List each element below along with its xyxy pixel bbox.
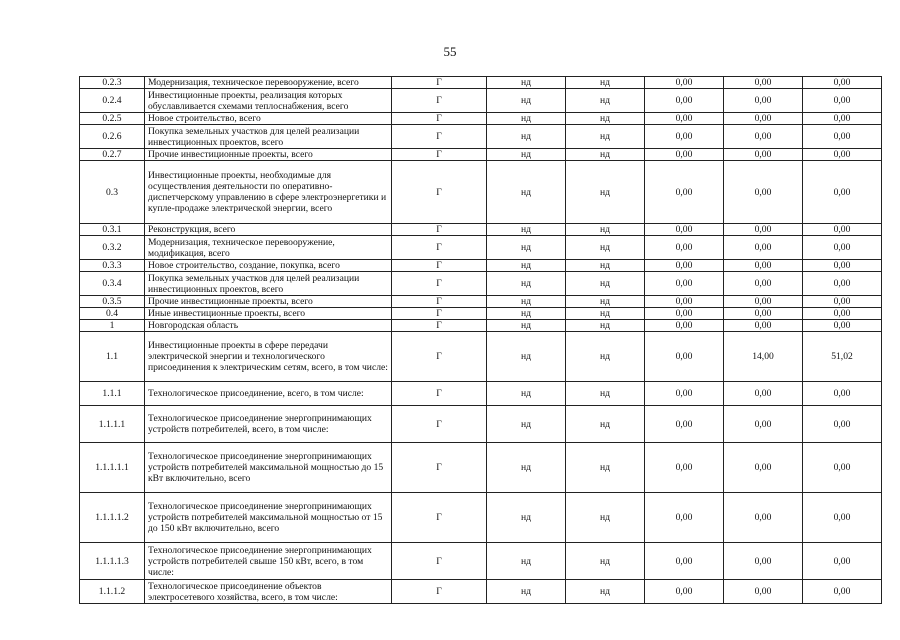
row-name: Технологическое присоединение, всего, в том числе:: [145, 382, 392, 406]
row-value-1: 0,00: [645, 149, 724, 161]
row-code: 1.1.1.1.1: [80, 443, 145, 493]
row-value-3: 0,00: [803, 89, 882, 113]
row-unit: Г: [392, 320, 487, 332]
row-name: Новгородская область: [145, 320, 392, 332]
table-row: [80, 382, 882, 406]
row-code: 0.3.3: [80, 260, 145, 272]
row-value-1: 0,00: [645, 125, 724, 149]
row-value-2: 0,00: [724, 580, 803, 604]
row-nd-1: нд: [487, 406, 566, 443]
row-value-2: 0,00: [724, 125, 803, 149]
row-name: Реконструкция, всего: [145, 224, 392, 236]
row-name: Технологическое присоединение энергопринимающих устройств потребителей, всего, в том числе:: [145, 406, 392, 443]
row-value-1: 0,00: [645, 332, 724, 382]
row-value-1: 0,00: [645, 543, 724, 580]
investment-table: [79, 76, 882, 604]
row-nd-1: нд: [487, 149, 566, 161]
table-row: [80, 161, 882, 224]
table-row: [80, 125, 882, 149]
table-row: [80, 308, 882, 320]
row-code: 0.3.1: [80, 224, 145, 236]
row-nd-1: нд: [487, 161, 566, 224]
table-row: [80, 272, 882, 296]
row-name: Новое строительство, создание, покупка, всего: [145, 260, 392, 272]
row-value-1: 0,00: [645, 236, 724, 260]
row-name: Модернизация, техническое перевооружение, модификация, всего: [145, 236, 392, 260]
row-nd-2: нд: [566, 224, 645, 236]
row-nd-1: нд: [487, 113, 566, 125]
row-value-1: 0,00: [645, 443, 724, 493]
row-nd-2: нд: [566, 161, 645, 224]
row-value-1: 0,00: [645, 308, 724, 320]
table-row: [80, 296, 882, 308]
row-value-3: 0,00: [803, 224, 882, 236]
row-nd-1: нд: [487, 580, 566, 604]
row-unit: Г: [392, 149, 487, 161]
row-nd-2: нд: [566, 125, 645, 149]
row-value-2: 0,00: [724, 77, 803, 89]
row-value-2: 0,00: [724, 308, 803, 320]
row-code: 0.3.4: [80, 272, 145, 296]
row-value-1: 0,00: [645, 382, 724, 406]
row-nd-1: нд: [487, 332, 566, 382]
row-nd-2: нд: [566, 260, 645, 272]
row-name: Технологическое присоединение энергопринимающих устройств потребителей максимальной мощностью от 15 до 150 кВт включительно, всего: [145, 493, 392, 543]
row-code: 0.2.6: [80, 125, 145, 149]
row-value-3: 0,00: [803, 406, 882, 443]
row-name: Технологическое присоединение энергопринимающих устройств потребителей максимальной мощностью до 15 кВт включительно, всего: [145, 443, 392, 493]
row-value-2: 0,00: [724, 149, 803, 161]
table-row: [80, 236, 882, 260]
table-row: [80, 580, 882, 604]
row-unit: Г: [392, 382, 487, 406]
row-value-3: 0,00: [803, 149, 882, 161]
row-nd-2: нд: [566, 332, 645, 382]
row-value-2: 0,00: [724, 113, 803, 125]
row-value-2: 0,00: [724, 224, 803, 236]
table-row: [80, 149, 882, 161]
row-nd-1: нд: [487, 493, 566, 543]
row-unit: Г: [392, 89, 487, 113]
row-nd-1: нд: [487, 543, 566, 580]
row-unit: Г: [392, 161, 487, 224]
row-nd-2: нд: [566, 89, 645, 113]
row-nd-1: нд: [487, 260, 566, 272]
row-name: Покупка земельных участков для целей реализации инвестиционных проектов, всего: [145, 272, 392, 296]
row-code: 1: [80, 320, 145, 332]
row-nd-1: нд: [487, 443, 566, 493]
row-value-3: 0,00: [803, 236, 882, 260]
row-value-1: 0,00: [645, 296, 724, 308]
row-unit: Г: [392, 493, 487, 543]
row-value-1: 0,00: [645, 320, 724, 332]
row-unit: Г: [392, 580, 487, 604]
row-value-3: 0,00: [803, 161, 882, 224]
row-value-3: 0,00: [803, 320, 882, 332]
row-value-3: 0,00: [803, 77, 882, 89]
row-value-1: 0,00: [645, 580, 724, 604]
row-name: Инвестиционные проекты, необходимые для осуществления деятельности по оперативно-диспетчерскому управлению в сфере электроэнергетики и купле-продаже электрической энергии, всего: [145, 161, 392, 224]
row-code: 0.2.7: [80, 149, 145, 161]
row-value-2: 0,00: [724, 260, 803, 272]
row-code: 0.4: [80, 308, 145, 320]
row-value-2: 0,00: [724, 320, 803, 332]
row-value-3: 51,02: [803, 332, 882, 382]
row-name: Инвестиционные проекты в сфере передачи электрической энергии и технологического присоединения к электрическим сетям, всего, в том числе:: [145, 332, 392, 382]
table-row: [80, 493, 882, 543]
row-value-2: 0,00: [724, 406, 803, 443]
table-row: [80, 443, 882, 493]
row-value-3: 0,00: [803, 260, 882, 272]
row-unit: Г: [392, 236, 487, 260]
row-name: Покупка земельных участков для целей реализации инвестиционных проектов, всего: [145, 125, 392, 149]
table-row: [80, 543, 882, 580]
row-nd-2: нд: [566, 77, 645, 89]
row-code: 0.3: [80, 161, 145, 224]
row-value-3: 0,00: [803, 382, 882, 406]
row-value-3: 0,00: [803, 125, 882, 149]
row-value-1: 0,00: [645, 113, 724, 125]
row-value-2: 14,00: [724, 332, 803, 382]
table-row: [80, 224, 882, 236]
row-code: 1.1.1.1: [80, 406, 145, 443]
row-name: Прочие инвестиционные проекты, всего: [145, 296, 392, 308]
row-value-3: 0,00: [803, 308, 882, 320]
row-unit: Г: [392, 543, 487, 580]
row-unit: Г: [392, 224, 487, 236]
row-value-1: 0,00: [645, 224, 724, 236]
table-row: [80, 406, 882, 443]
row-unit: Г: [392, 77, 487, 89]
row-name: Прочие инвестиционные проекты, всего: [145, 149, 392, 161]
row-nd-2: нд: [566, 580, 645, 604]
row-value-3: 0,00: [803, 272, 882, 296]
row-value-3: 0,00: [803, 443, 882, 493]
row-unit: Г: [392, 406, 487, 443]
row-code: 1.1.1.1.2: [80, 493, 145, 543]
row-code: 0.2.3: [80, 77, 145, 89]
row-code: 1.1.1: [80, 382, 145, 406]
row-unit: Г: [392, 260, 487, 272]
row-nd-2: нд: [566, 308, 645, 320]
row-unit: Г: [392, 113, 487, 125]
row-unit: Г: [392, 272, 487, 296]
row-value-2: 0,00: [724, 493, 803, 543]
table-row: [80, 113, 882, 125]
row-value-3: 0,00: [803, 493, 882, 543]
row-nd-1: нд: [487, 77, 566, 89]
table-row: [80, 260, 882, 272]
row-nd-2: нд: [566, 149, 645, 161]
row-value-2: 0,00: [724, 296, 803, 308]
row-code: 1.1.1.2: [80, 580, 145, 604]
row-name: Новое строительство, всего: [145, 113, 392, 125]
row-value-2: 0,00: [724, 236, 803, 260]
row-code: 1.1: [80, 332, 145, 382]
row-value-1: 0,00: [645, 77, 724, 89]
table-row: [80, 77, 882, 89]
row-nd-2: нд: [566, 406, 645, 443]
row-nd-2: нд: [566, 320, 645, 332]
row-nd-1: нд: [487, 272, 566, 296]
row-nd-2: нд: [566, 236, 645, 260]
row-value-1: 0,00: [645, 260, 724, 272]
row-code: 0.2.5: [80, 113, 145, 125]
row-value-1: 0,00: [645, 406, 724, 443]
row-value-2: 0,00: [724, 272, 803, 296]
row-nd-2: нд: [566, 113, 645, 125]
page-number: 55: [443, 44, 457, 59]
row-nd-1: нд: [487, 224, 566, 236]
row-nd-1: нд: [487, 382, 566, 406]
row-code: 1.1.1.1.3: [80, 543, 145, 580]
row-name: Инвестиционные проекты, реализация которых обуславливается схемами теплоснабжения, всего: [145, 89, 392, 113]
row-value-2: 0,00: [724, 89, 803, 113]
row-value-3: 0,00: [803, 113, 882, 125]
row-code: 0.3.5: [80, 296, 145, 308]
row-unit: Г: [392, 296, 487, 308]
row-value-1: 0,00: [645, 493, 724, 543]
row-nd-2: нд: [566, 296, 645, 308]
row-unit: Г: [392, 332, 487, 382]
row-nd-2: нд: [566, 443, 645, 493]
table-row: [80, 320, 882, 332]
row-nd-1: нд: [487, 89, 566, 113]
row-name: Технологическое присоединение объектов электросетевого хозяйства, всего, в том числе:: [145, 580, 392, 604]
row-unit: Г: [392, 308, 487, 320]
row-unit: Г: [392, 443, 487, 493]
row-value-2: 0,00: [724, 382, 803, 406]
row-value-1: 0,00: [645, 161, 724, 224]
row-code: 0.2.4: [80, 89, 145, 113]
row-nd-1: нд: [487, 296, 566, 308]
table-row: [80, 89, 882, 113]
row-value-3: 0,00: [803, 543, 882, 580]
row-name: Иные инвестиционные проекты, всего: [145, 308, 392, 320]
row-unit: Г: [392, 125, 487, 149]
row-value-3: 0,00: [803, 580, 882, 604]
row-value-2: 0,00: [724, 543, 803, 580]
row-nd-1: нд: [487, 236, 566, 260]
row-name: Технологическое присоединение энергопринимающих устройств потребителей свыше 150 кВт, всего, в том числе:: [145, 543, 392, 580]
table-row: [80, 332, 882, 382]
row-nd-2: нд: [566, 272, 645, 296]
row-nd-2: нд: [566, 382, 645, 406]
row-value-2: 0,00: [724, 161, 803, 224]
row-value-1: 0,00: [645, 272, 724, 296]
row-nd-1: нд: [487, 125, 566, 149]
row-value-2: 0,00: [724, 443, 803, 493]
row-name: Модернизация, техническое перевооружение, всего: [145, 77, 392, 89]
row-nd-2: нд: [566, 543, 645, 580]
row-nd-2: нд: [566, 493, 645, 543]
row-code: 0.3.2: [80, 236, 145, 260]
row-value-3: 0,00: [803, 296, 882, 308]
row-nd-1: нд: [487, 308, 566, 320]
row-value-1: 0,00: [645, 89, 724, 113]
row-nd-1: нд: [487, 320, 566, 332]
